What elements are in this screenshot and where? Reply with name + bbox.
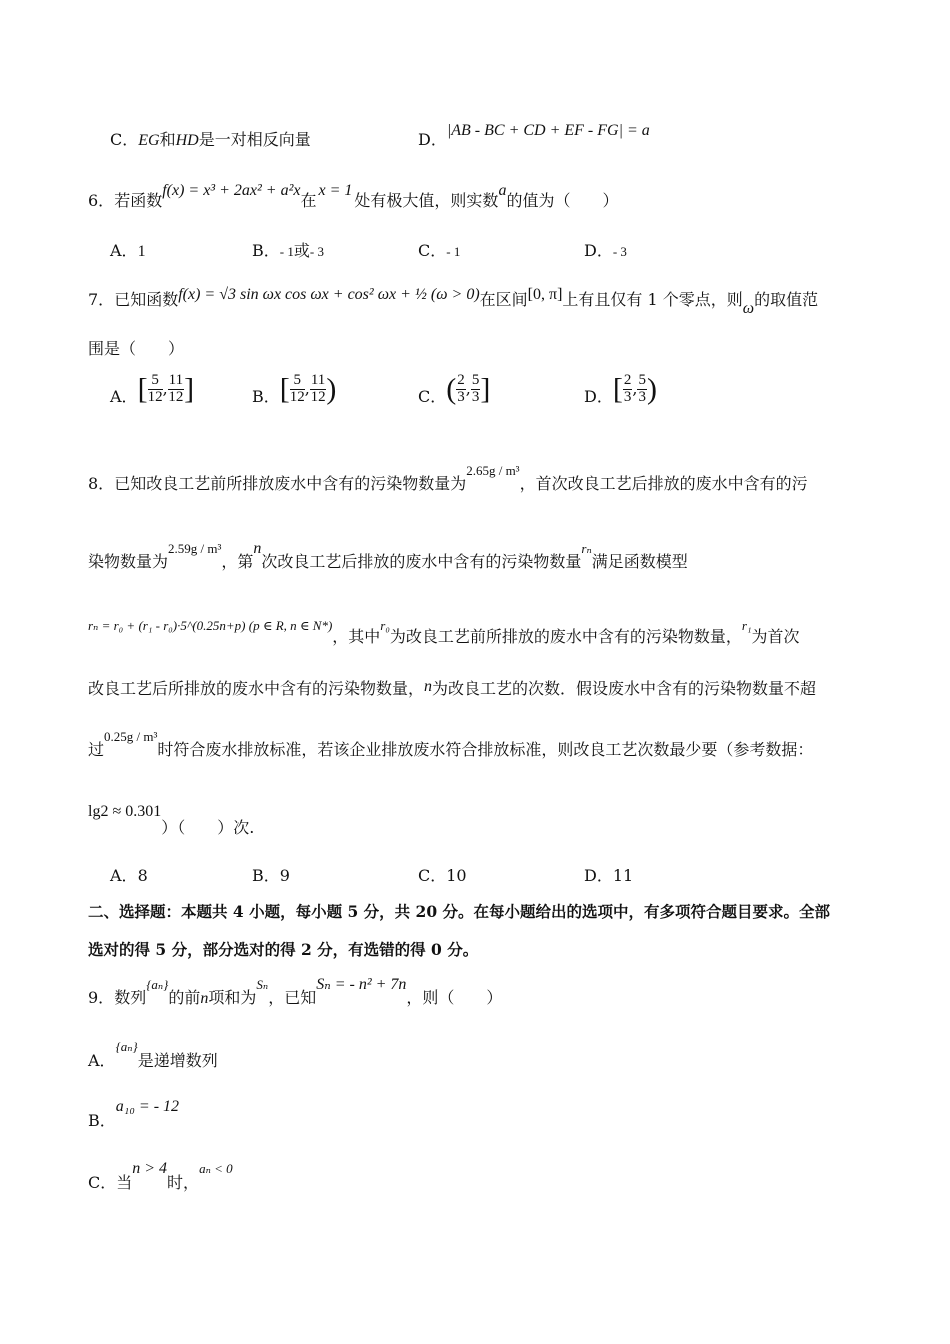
q8-line4: 改良工艺后所排放的废水中含有的污染物数量，n为改良工艺的次数．假设废水中含有的污染物数量不超 [88,678,817,698]
q8-line5: 过0.25g / m³时符合废水排放标准，若该企业排放废水符合排放标准，则改良工艺次数最少要（参考数据： [88,729,814,759]
q7-interval: [0, π] [527,286,563,303]
q8-line3: rₙ = r₀ + (r₁ - r₀)·5^(0.25n+p) (p ∈ R, n ∈ N*)，其中r₀为改良工艺前所排放的废水中含有的污染物数量，r₁为首次 [88,618,800,646]
q9-option-a: A．{aₙ}是递增数列 [88,1039,218,1070]
q8-option-b: B．9 [252,866,290,885]
q5-vector-hd: HD [175,132,199,149]
q9-option-c: C．当n > 4时，aₙ < 0 [88,1160,233,1192]
section-2-heading: 二、选择题：本题共 4 小题，每小题 5 分，共 20 分。在每小题给出的选项中，有多项符合题目要求。全部 [88,902,831,921]
q7-option-d: D．[ $\frac{2}{3}$ , $\frac{5}{3}$ ) [584,372,657,406]
q7-stem-line2: 围是（ ） [88,339,185,358]
q9-stem: 9．数列{aₙ}的前n项和为Sₙ，已知Sₙ = - n² + 7n，则（ ） [88,976,503,1007]
q9-option-b-expression: a₁₀ = - 12 [115,1098,180,1115]
q8-reference-data: lg2 ≈ 0.301 [88,803,162,820]
q6-stem: 6．若函数f(x) = x³ + 2ax² + a²x在x = 1处有极大值，则实数a的值为（ ） [88,182,619,210]
q8-option-a: A．8 [110,866,148,885]
q8-function-model: rₙ = r₀ + (r₁ - r₀)·5^(0.25n+p) (p ∈ R, n ∈ N*) [88,618,333,633]
section-2-heading-line2: 选对的得 5 分，部分选对的得 2 分，有选错的得 0 分。 [88,940,479,959]
q7-option-b: B．[ $\frac{5}{12}$ , $\frac{11}{12}$ ) [252,372,337,406]
q5-vector-expression: |AB - BC + CD + EF - FG| = a [446,122,650,139]
q8-value-first: 2.59g / m³ [168,541,222,556]
q6-option-d: D．- 3 [584,241,627,260]
q8-line6: lg2 ≈ 0.301）（ ）次. [88,803,255,837]
q7-function: f(x) = √3 sin ωx cos ωx + cos² ωx + ½ (ω > 0) [178,286,480,303]
q6-option-c: C．- 1 [418,241,461,260]
q8-option-d: D．11 [584,866,634,885]
q8-line2: 染物数量为2.59g / m³，第n次改良工艺后排放的废水中含有的污染物数量rₙ满足函数模型 [88,540,688,571]
q8-value-initial: 2.65g / m³ [466,463,520,478]
q7-option-a: A．[ $\frac{5}{12}$ , $\frac{11}{12}$ ] [110,372,195,406]
q9-sum-formula: Sₙ = - n² + 7n [316,976,407,993]
q6-condition: x = 1 [318,182,353,199]
q9-option-b: B．a₁₀ = - 12 [88,1098,180,1130]
q9-sequence: {aₙ} [146,977,169,992]
q5-option-c: C．EG和HD是一对相反向量 [110,130,311,149]
q8-line1: 8．已知改良工艺前所排放废水中含有的污染物数量为2.65g / m³，首次改良工艺后排放的废水中含有的污 [88,463,808,493]
q8-option-c: C．10 [418,866,467,885]
q6-option-a: A．1 [110,241,146,260]
q5-vector-eg: EG [138,132,160,149]
q6-option-b: B．- 1或- 3 [252,241,324,260]
q7-stem: 7．已知函数f(x) = √3 sin ωx cos ωx + cos² ωx + ½ (ω > 0)在区间[0, π]上有且仅有 1 个零点，则ω的取值范 [88,286,819,317]
q5-option-d: D．|AB - BC + CD + EF - FG| = a [418,122,650,149]
q6-function: f(x) = x³ + 2ax² + a²x [162,182,301,199]
q7-option-c: C．( $\frac{2}{3}$ , $\frac{5}{3}$ ] [418,372,491,406]
q8-value-standard: 0.25g / m³ [104,729,158,744]
